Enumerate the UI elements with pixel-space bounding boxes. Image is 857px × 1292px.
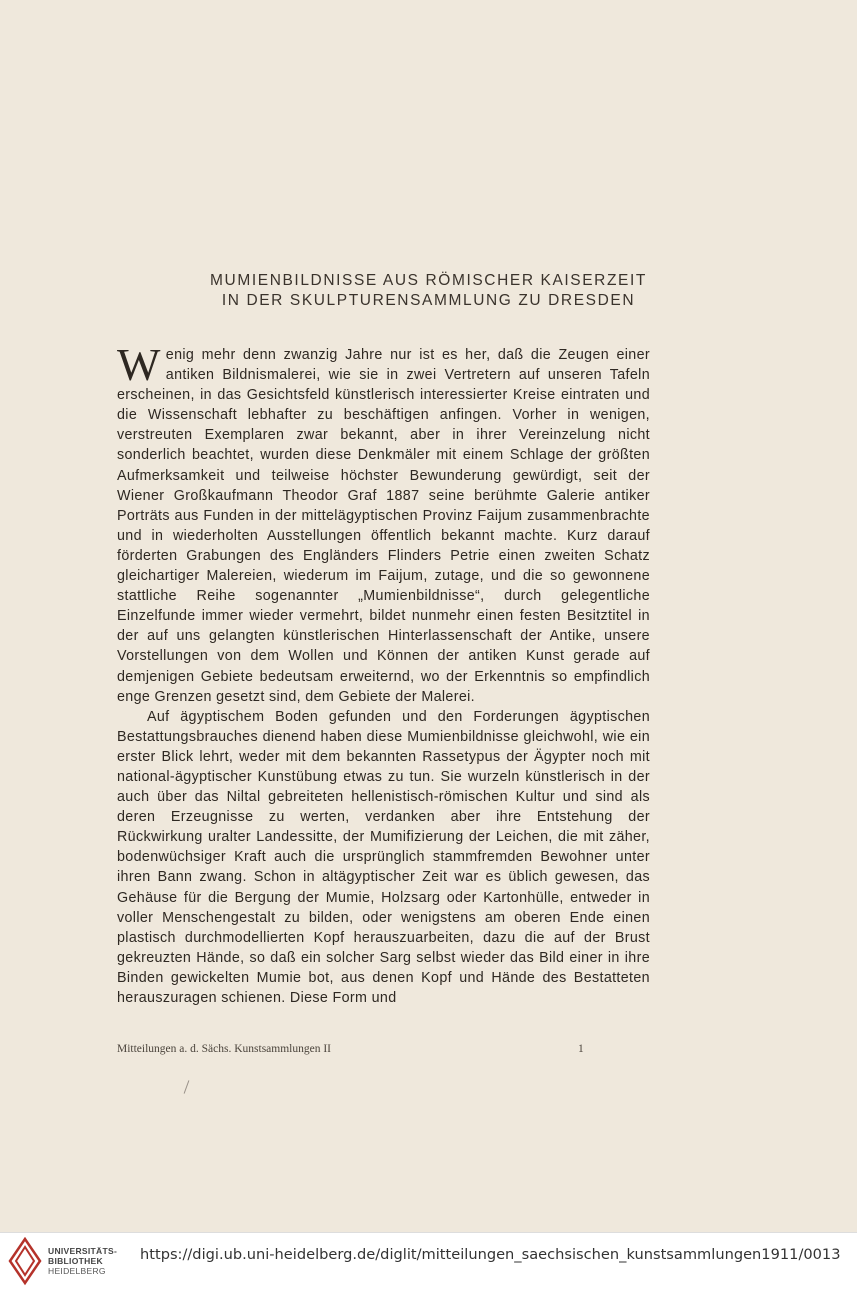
article-title-line-2: IN DER SKULPTURENSAMMLUNG ZU DRESDEN — [221, 292, 636, 309]
library-footer-bar — [0, 1232, 857, 1292]
library-logo-icon — [8, 1237, 42, 1287]
article-body — [117, 339, 650, 1008]
article-title-line-1: MUMIENBILDNISSE AUS RÖMISCHER KAISERZEIT — [210, 272, 647, 289]
library-name-line-2: BIBLIOTHEK — [48, 1256, 103, 1266]
paragraph-1-text: enig mehr denn zwanzig Jahre nur ist es her, daß die Zeugen einer antiken Bildnismalerei, wie sie in zwei Vertretern auf unseren Tafeln erscheinen, in das Gesichtsfeld künstlerisch interessierter Kreise eintraten und die Wissenschaft lebhafter zu beschäftigen anfingen. Vorher in wenigen, verstreuten Exemplaren zwar bekannt, aber in ihrer Vereinzelung nicht sonderlich beachtet, wurden diese Denkmäler mit einem Schlage der größten Aufmerksamkeit und teilweise höchster Bewunderung gewürdigt, seit der Wiener Großkaufmann Theodor Graf 1887 seine berühmte Galerie antiker Porträts aus Funden in der mittelägyptischen Provinz Faijum zusammenbrachte und in wiederholten Ausstellungen öffentlich bekannt machte. Kurz darauf förderten Grabungen des Engländers Flinders Petrie einen zweiten Schatz gleichartiger Malereien, wiederum im Faijum, zutage, und die so gewonnene stattliche Reihe sogenannter „Mumienbildnisse“, durch gelegentliche Einzelfunde immer wieder vermehrt, bildet nunmehr einen festen Besitztitel in der auf uns gelangten künstlerischen Hinterlassenschaft der Antike, unsere Vorstellungen von dem Wollen und Können der antiken Kunst gerade auf demjenigen Gebiete bedeutsam erweiternd, wo der Erkenntnis so empfindlich enge Grenzen gesetzt sind, dem Gebiete der Malerei. — [117, 347, 650, 705]
library-name — [48, 1246, 117, 1276]
library-name-line-1: UNIVERSITÄTS- — [48, 1246, 118, 1256]
library-name-line-3: HEIDELBERG — [48, 1266, 106, 1276]
footer-page-number: 1 — [578, 1043, 584, 1055]
paragraph-1 — [117, 339, 650, 707]
footer-journal-title: Mitteilungen a. d. Sächs. Kunstsammlungen II — [117, 1043, 331, 1055]
paragraph-2: Auf ägyptischem Boden gefunden und den Forderungen ägyptischen Bestattungsbrauches dienend haben diese Mumienbildnisse gleichwohl, wie ein erster Blick lehrt, weder mit dem bekannten Rassetypus der Ägypter noch mit national-ägyptischer Kunstübung etwas zu tun. Sie wurzeln künstlerisch in der auch über das Niltal gebreiteten hellenistisch-römischen Kultur und sind als deren Erzeugnisse zu werten, verdanken aber ihre Entstehung der Rückwirkung uralter Landessitte, der Mumifizierung der Leichen, die mit zäher, bodenwüchsiger Kraft auch die ursprünglich stammfremden Bewohner unter ihren Bann zwang. Schon in altägyptischer Zeit war es üblich gewesen, das Gehäuse für die Bergung der Mumie, Holzsarg oder Kartonhülle, entweder in voller Menschengestalt zu bilden, oder wenigstens am oberen Ende einen plastisch durchmodellierten Kopf herauszuarbeiten, dazu die auf der Brust gekreuzten Hände, so daß ein solcher Sarg selbst wieder das Bild einer in ihre Binden gewickelten Mumie bot, aus denen Kopf und Hände des Bestatteten herauszuragen schienen. Diese Form und — [117, 708, 650, 1006]
scan-mark — [184, 1080, 190, 1093]
permalink-url[interactable]: https://digi.ub.uni-heidelberg.de/diglit/mitteilungen_saechsischen_kunstsammlungen1911/0013 — [140, 1246, 841, 1263]
drop-cap: W — [117, 339, 161, 390]
